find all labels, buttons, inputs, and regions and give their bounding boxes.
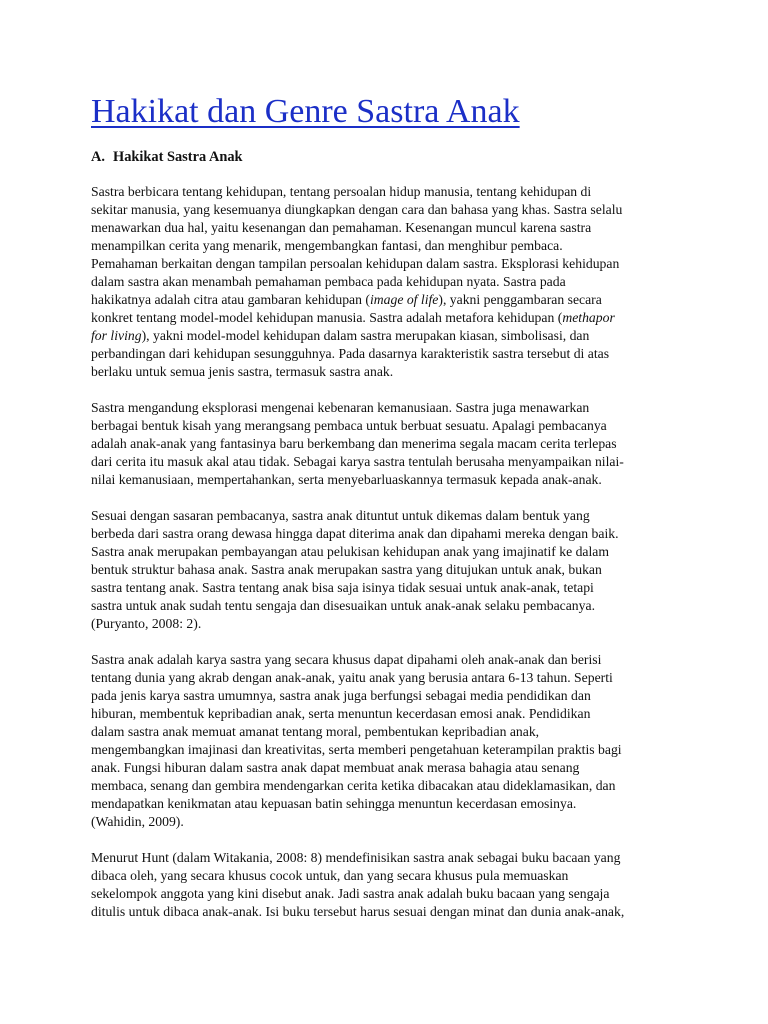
text-line: sekelompok anggota yang kini disebut anak. Jadi sastra anak adalah buku bacaan yang sengaja [91, 886, 610, 901]
body-paragraph-5 [91, 849, 624, 921]
text-segment: hakikatnya adalah citra atau gambaran kehidupan ( [91, 292, 370, 307]
text-line: menampilkan cerita yang menarik, mengembangkan fantasi, dan menghibur pembaca. [91, 238, 563, 253]
text-line: Sesuai dengan sasaran pembacanya, sastra anak dituntut untuk dikemas dalam bentuk yang [91, 508, 590, 523]
italic-term: methapor [562, 310, 615, 325]
text-segment: ), yakni penggambaran secara [438, 292, 602, 307]
text-line: anak. Fungsi hiburan dalam sastra anak dapat membuat anak merasa bahagia atau senang [91, 760, 580, 775]
text-line [91, 327, 622, 345]
text-line [91, 291, 622, 309]
text-line: sastra tentang anak. Sastra tentang anak bisa saja isinya tidak sesuai untuk anak-anak, tetapi [91, 580, 594, 595]
text-line: Sastra mengandung eksplorasi mengenai kebenaran kemanusiaan. Sastra juga menawarkan [91, 400, 590, 415]
text-line: tentang dunia yang akrab dengan anak-anak, yaitu anak yang berusia antara 6-13 tahun. Seperti [91, 670, 613, 685]
text-line: mendapatkan kenikmatan atau kepuasan batin sehingga menuntun kecerdasan emosinya. [91, 796, 577, 811]
text-line: Menurut Hunt (dalam Witakania, 2008: 8) mendefinisikan sastra anak sebagai buku bacaan yang [91, 850, 621, 865]
text-line: pada jenis karya sastra umumnya, sastra anak juga berfungsi sebagai media pendidikan dan [91, 688, 591, 703]
text-line: (Wahidin, 2009). [91, 814, 184, 829]
text-line: Sastra anak adalah karya sastra yang secara khusus dapat dipahami oleh anak-anak dan berisi [91, 652, 602, 667]
text-line: mengembangkan imajinasi dan kreativitas, serta memberi pengetahuan keterampilan praktis bagi [91, 742, 622, 757]
text-line: hiburan, membentuk kepribadian anak, serta menuntun kecerdasan emosi anak. Pendidikan [91, 706, 591, 721]
text-line: Pemahaman berkaitan dengan tampilan persoalan kehidupan dalam sastra. Eksplorasi kehidupan [91, 256, 620, 271]
text-line: adalah anak-anak yang fantasinya baru berkembang dan menerima segala macam cerita terlepas [91, 436, 617, 451]
body-paragraph-3 [91, 507, 619, 633]
text-line [91, 309, 622, 327]
text-line: dibaca oleh, yang secara khusus cocok untuk, dan yang secara khusus pula memuaskan [91, 868, 569, 883]
text-line: (Puryanto, 2008: 2). [91, 616, 202, 631]
text-line: dalam sastra akan menambah pemahaman pembaca pada kehidupan nyata. Sastra pada [91, 274, 566, 289]
text-line: sekitar manusia, yang kesemuanya diungkapkan dengan cara dan bahasa yang khas. Sastra selalu [91, 202, 623, 217]
text-line: berbeda dari sastra orang dewasa hingga dapat diterima anak dan dipahami mereka dengan baik. [91, 526, 619, 541]
text-line: nilai kemanusiaan, mempertahankan, serta menyebarluaskannya termasuk kepada anak-anak. [91, 472, 602, 487]
section-marker: A. [91, 149, 105, 165]
text-line: berlaku untuk semua jenis sastra, termasuk sastra anak. [91, 364, 394, 379]
text-line: sastra untuk anak sudah tentu sengaja dan disesuaikan untuk anak-anak selaku pembacanya. [91, 598, 595, 613]
text-line: ditulis untuk dibaca anak-anak. Isi buku tersebut harus sesuai dengan minat dan dunia anak-anak, [91, 904, 625, 919]
text-line: bentuk struktur bahasa anak. Sastra anak merupakan sastra yang ditujukan untuk anak, bukan [91, 562, 602, 577]
section-heading-text: Hakikat Sastra Anak [113, 149, 243, 165]
text-line: Sastra berbicara tentang kehidupan, tentang persoalan hidup manusia, tentang kehidupan di [91, 184, 592, 199]
body-paragraph-2 [91, 399, 624, 489]
text-segment: ), yakni model-model kehidupan dalam sastra merupakan kiasan, simbolisasi, dan [141, 328, 590, 343]
text-line: membaca, senang dan gembira mendengarkan cerita ketika dibacakan atau dideklamasikan, dan [91, 778, 616, 793]
text-line: dari cerita itu masuk akal atau tidak. Sebagai karya sastra tentulah berusaha menyampaikan nilai- [91, 454, 624, 469]
italic-term: image of life [369, 292, 439, 307]
text-line: menawarkan dua hal, yaitu kesenangan dan pemahaman. Kesenangan muncul karena sastra [91, 220, 592, 235]
body-paragraph-4 [91, 651, 622, 831]
text-line: Sastra anak merupakan pembayangan atau pelukisan kehidupan anak yang imajinatif ke dalam [91, 544, 610, 559]
italic-term: for living [91, 328, 142, 343]
section-heading [91, 148, 243, 166]
body-paragraph-1 [91, 183, 622, 381]
text-line: dalam sastra anak memuat amanat tentang moral, pembentukan kepribadian anak, [91, 724, 540, 739]
text-line: perbandingan dari kehidupan sesungguhnya. Pada dasarnya karakteristik sastra tersebut di atas [91, 346, 610, 361]
page-title[interactable]: Hakikat dan Genre Sastra Anak [91, 93, 520, 130]
text-segment: konkret tentang model-model kehidupan manusia. Sastra adalah metafora kehidupan ( [91, 310, 563, 325]
text-line: berbagai bentuk kisah yang merangsang pembaca untuk berbuat sesuatu. Apalagi pembacanya [91, 418, 607, 433]
